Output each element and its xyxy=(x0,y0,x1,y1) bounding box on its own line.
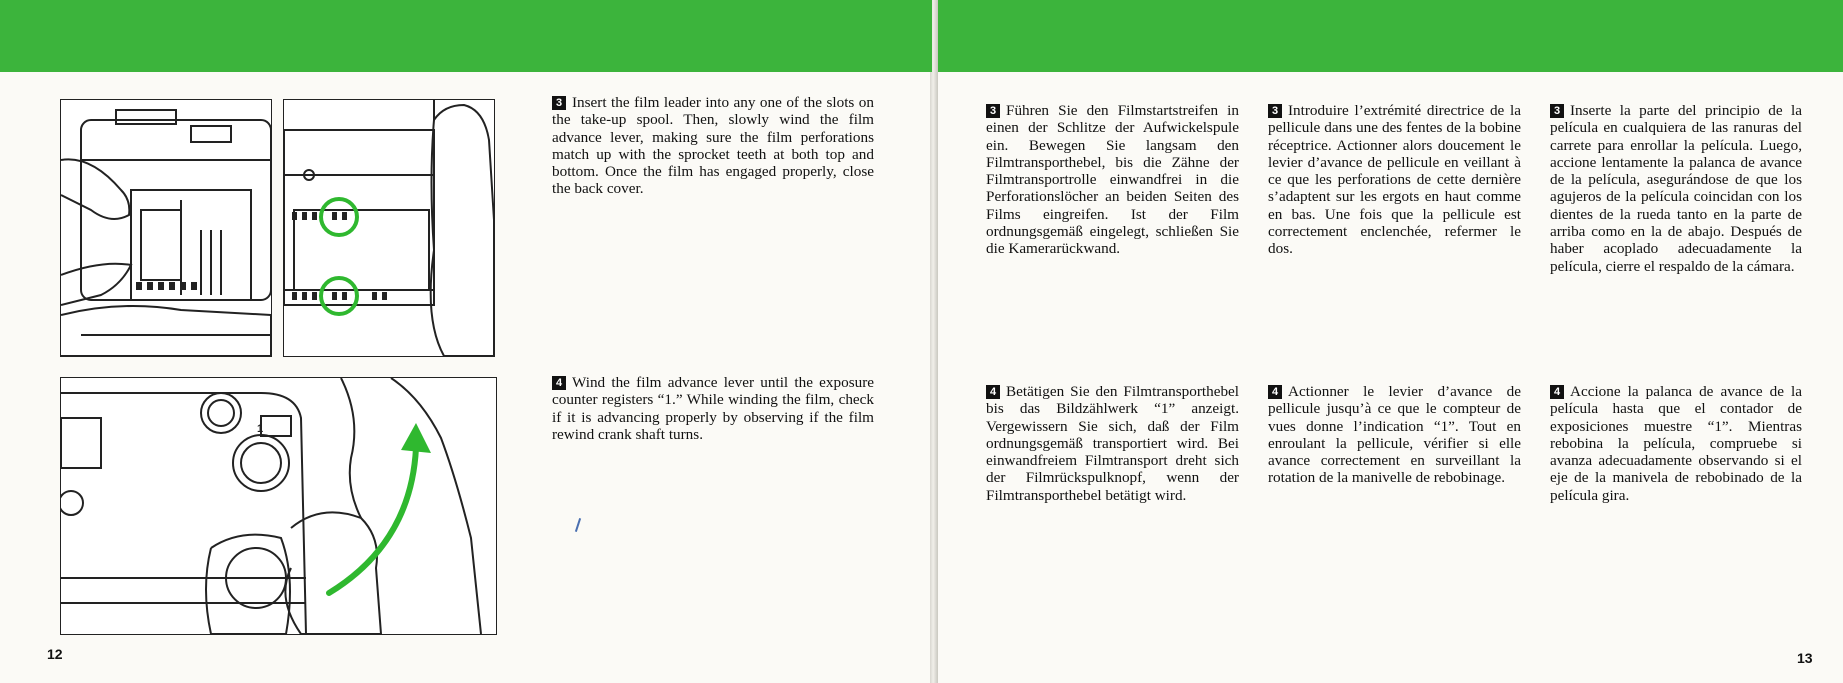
exposure-counter-label: 1 xyxy=(257,423,264,435)
es-step-4-text: Accione la palanca de avance de la película hasta que el contador de exposiciones muestre “1”. Mientras rebobina la película, compruebe si avanza adecuadamente observando si el eje de la manivela de rebobinado de la película gira. xyxy=(1550,383,1802,504)
left-header-band xyxy=(0,0,932,72)
fr-step-4 xyxy=(1268,383,1521,487)
en-step-4-text: Wind the film advance lever until the exposure counter registers “1.” While winding the film, check if it is advancing properly by observing if the film rewind crank shaft turns. xyxy=(552,374,874,443)
film-advance-lever-illustration xyxy=(60,377,497,635)
right-header-band xyxy=(938,0,1843,72)
step-number-badge: 4 xyxy=(1550,385,1564,399)
fr-step-4-text: Actionner le levier d’avance de pellicule jusqu’à ce que le compteur de vues donne l’indication “1”. Tout en enroulant la pellicule, vérifier si elle avance correctement en surveillant la rotation de la manivelle de rebobinage. xyxy=(1268,383,1521,487)
film-advance-lever-icon xyxy=(61,378,496,634)
step-number-badge: 3 xyxy=(1268,104,1282,118)
step-number-badge: 3 xyxy=(986,104,1000,118)
en-step-4 xyxy=(552,374,874,443)
step-number-badge: 4 xyxy=(986,385,1000,399)
advance-direction-arrow-icon xyxy=(401,423,431,453)
de-step-3 xyxy=(986,102,1239,258)
camera-back-open-with-hand-icon xyxy=(61,100,271,356)
film-sprocket-closeup-icon xyxy=(284,100,494,356)
en-step-3 xyxy=(552,94,874,198)
page-number-left: 12 xyxy=(47,646,63,662)
step-number-badge: 3 xyxy=(1550,104,1564,118)
de-step-4 xyxy=(986,383,1239,504)
book-gutter xyxy=(930,0,938,683)
fr-step-3 xyxy=(1268,102,1521,258)
camera-back-open-with-hand-illustration xyxy=(60,99,272,357)
step-number-badge: 4 xyxy=(1268,385,1282,399)
fr-step-3-text: Introduire l’extrémité directrice de la pellicule dans une des fentes de la bobine réceptrice. Actionner alors doucement le levier d’avance de pellicule en veillant à ce que les perforations de cette dernière s’adaptent sur les ergots en haut comme en bas. Une fois que la pellicule est correctement enclenchée, refermer le dos. xyxy=(1268,102,1521,258)
step-number-badge: 3 xyxy=(552,96,566,110)
es-step-3 xyxy=(1550,102,1802,275)
film-sprocket-closeup-illustration xyxy=(283,99,495,357)
de-step-3-text: Führen Sie den Filmstartstreifen in einen der Schlitze der Aufwickelspule ein. Bewegen Sie langsam den Filmtransporthebel, bis die Zähne der Filmtransportrolle einwandfrei in die Perforationslöcher an beiden Seiten des Films eingreifen. Ist der Film ordnungsgemäß eingelegt, schließen Sie die Kamerarückwand. xyxy=(986,102,1239,258)
page-number-right: 13 xyxy=(1797,650,1813,666)
step-number-badge: 4 xyxy=(552,376,566,390)
es-step-3-text: Inserte la parte del principio de la película en cualquiera de las ranuras del carrete para enrollar la película. Luego, accione lentamente la palanca de avance de la película, asegurándose de que los agujeros de la película coincidan con los dientes de la rueda tanto en la parte de arriba como en la de abajo. Después de haber acoplado adecuadamente la película, cierre el respaldo de la cámara. xyxy=(1550,102,1802,275)
de-step-4-text: Betätigen Sie den Filmtransporthebel bis das Bildzählwerk “1” anzeigt. Vergewissern Sie sich, daß der Film ordnungsgemäß transportiert wird. Bei einwandfreiem Filmtransport dreht sich der Filmrückspulknopf, wenn der Filmtransporthebel betätigt wird. xyxy=(986,383,1239,504)
es-step-4 xyxy=(1550,383,1802,504)
en-step-3-text: Insert the film leader into any one of the slots on the take-up spool. Then, slowly wind the film advance lever, making sure the film perforations match up with the sprocket teeth at both top and bottom. Once the film has engaged properly, close the back cover. xyxy=(552,94,874,198)
